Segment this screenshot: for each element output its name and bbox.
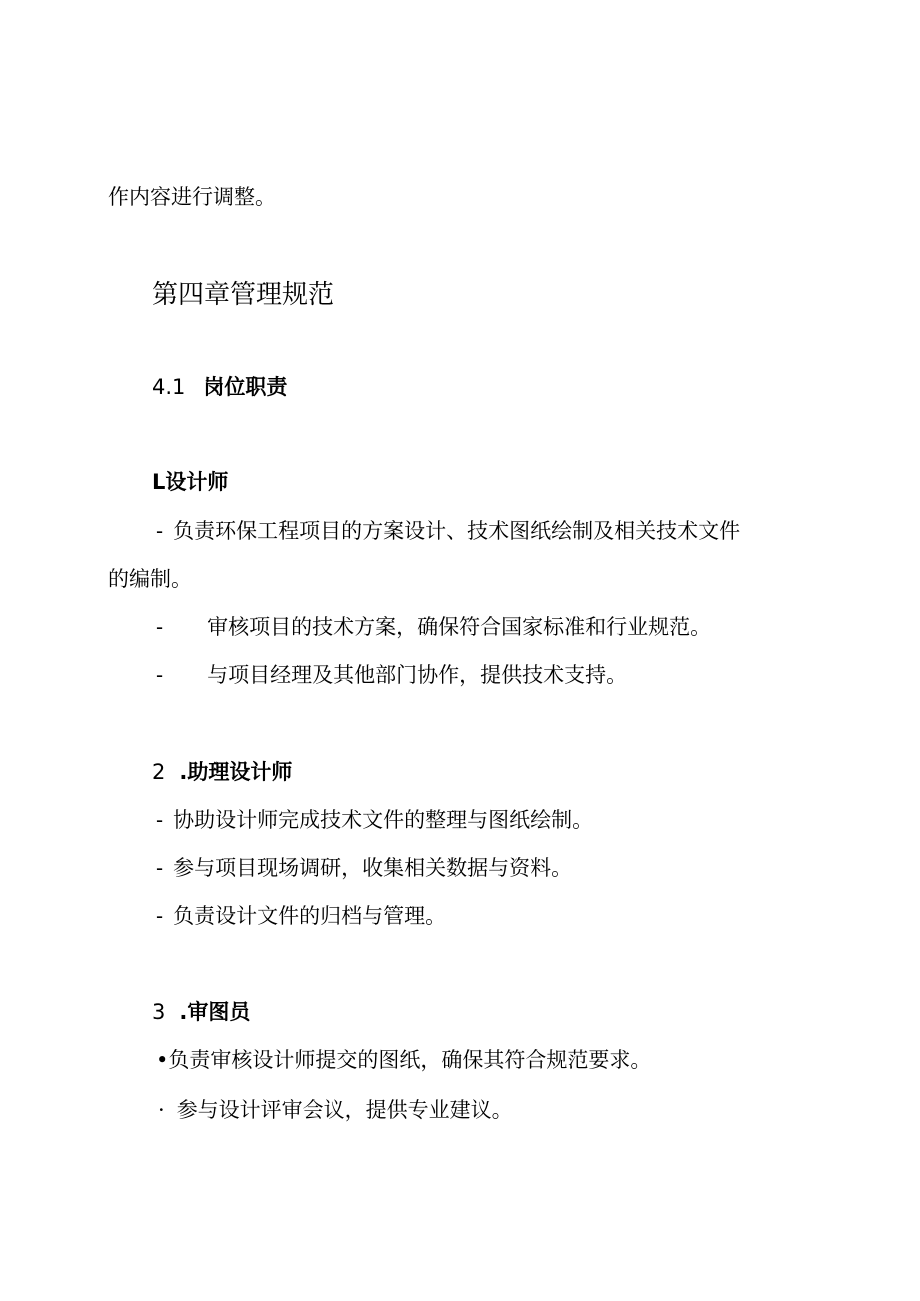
list-item-text: 与项目经理及其他部门协作，提供技术支持。 <box>207 663 628 687</box>
list-item <box>156 806 593 834</box>
list-marker: - <box>156 904 164 928</box>
role-heading-assistant-designer <box>152 758 292 786</box>
role-heading-drawing-reviewer <box>152 998 250 1026</box>
list-item <box>156 1046 651 1074</box>
continuation-text: 作内容进行调整。 <box>108 185 276 209</box>
role-title: .审图员 <box>179 1000 251 1024</box>
role-heading-designer: L设计师 <box>152 470 229 494</box>
list-item <box>156 902 446 930</box>
list-item-text: 负责环保工程项目的方案设计、技术图纸绘制及相关技术文件 <box>173 519 741 543</box>
list-item <box>156 613 711 641</box>
list-item-text: 负责审核设计师提交的图纸，确保其符合规范要求。 <box>168 1048 652 1072</box>
list-marker: - <box>156 519 164 543</box>
list-item <box>158 1096 513 1124</box>
list-item-text: 协助设计师完成技术文件的整理与图纸绘制。 <box>173 808 594 832</box>
list-item-text: 参与设计评审会议，提供专业建议。 <box>176 1098 513 1122</box>
list-marker: · <box>158 1098 165 1122</box>
list-marker: - <box>156 615 164 639</box>
role-number: 2 <box>152 760 166 784</box>
list-item <box>156 854 572 882</box>
role-number: 3 <box>152 1000 166 1024</box>
list-marker: • <box>156 1048 169 1072</box>
chapter-title: 第四章管理规范 <box>152 280 335 310</box>
section-heading <box>152 373 287 401</box>
list-marker: - <box>156 856 164 880</box>
list-item-text: 参与项目现场调研，收集相关数据与资料。 <box>173 856 573 880</box>
role-title: .助理设计师 <box>179 760 293 784</box>
list-item <box>156 517 740 545</box>
list-item-text: 负责设计文件的归档与管理。 <box>173 904 447 928</box>
list-marker: - <box>156 808 164 832</box>
list-item <box>156 661 627 689</box>
section-number: 4.1 <box>152 375 186 399</box>
section-title: 岗位职责 <box>203 375 288 399</box>
list-item-continuation: 的编制。 <box>108 567 192 591</box>
list-marker: - <box>156 663 164 687</box>
list-item-text: 审核项目的技术方案，确保符合国家标准和行业规范。 <box>207 615 712 639</box>
